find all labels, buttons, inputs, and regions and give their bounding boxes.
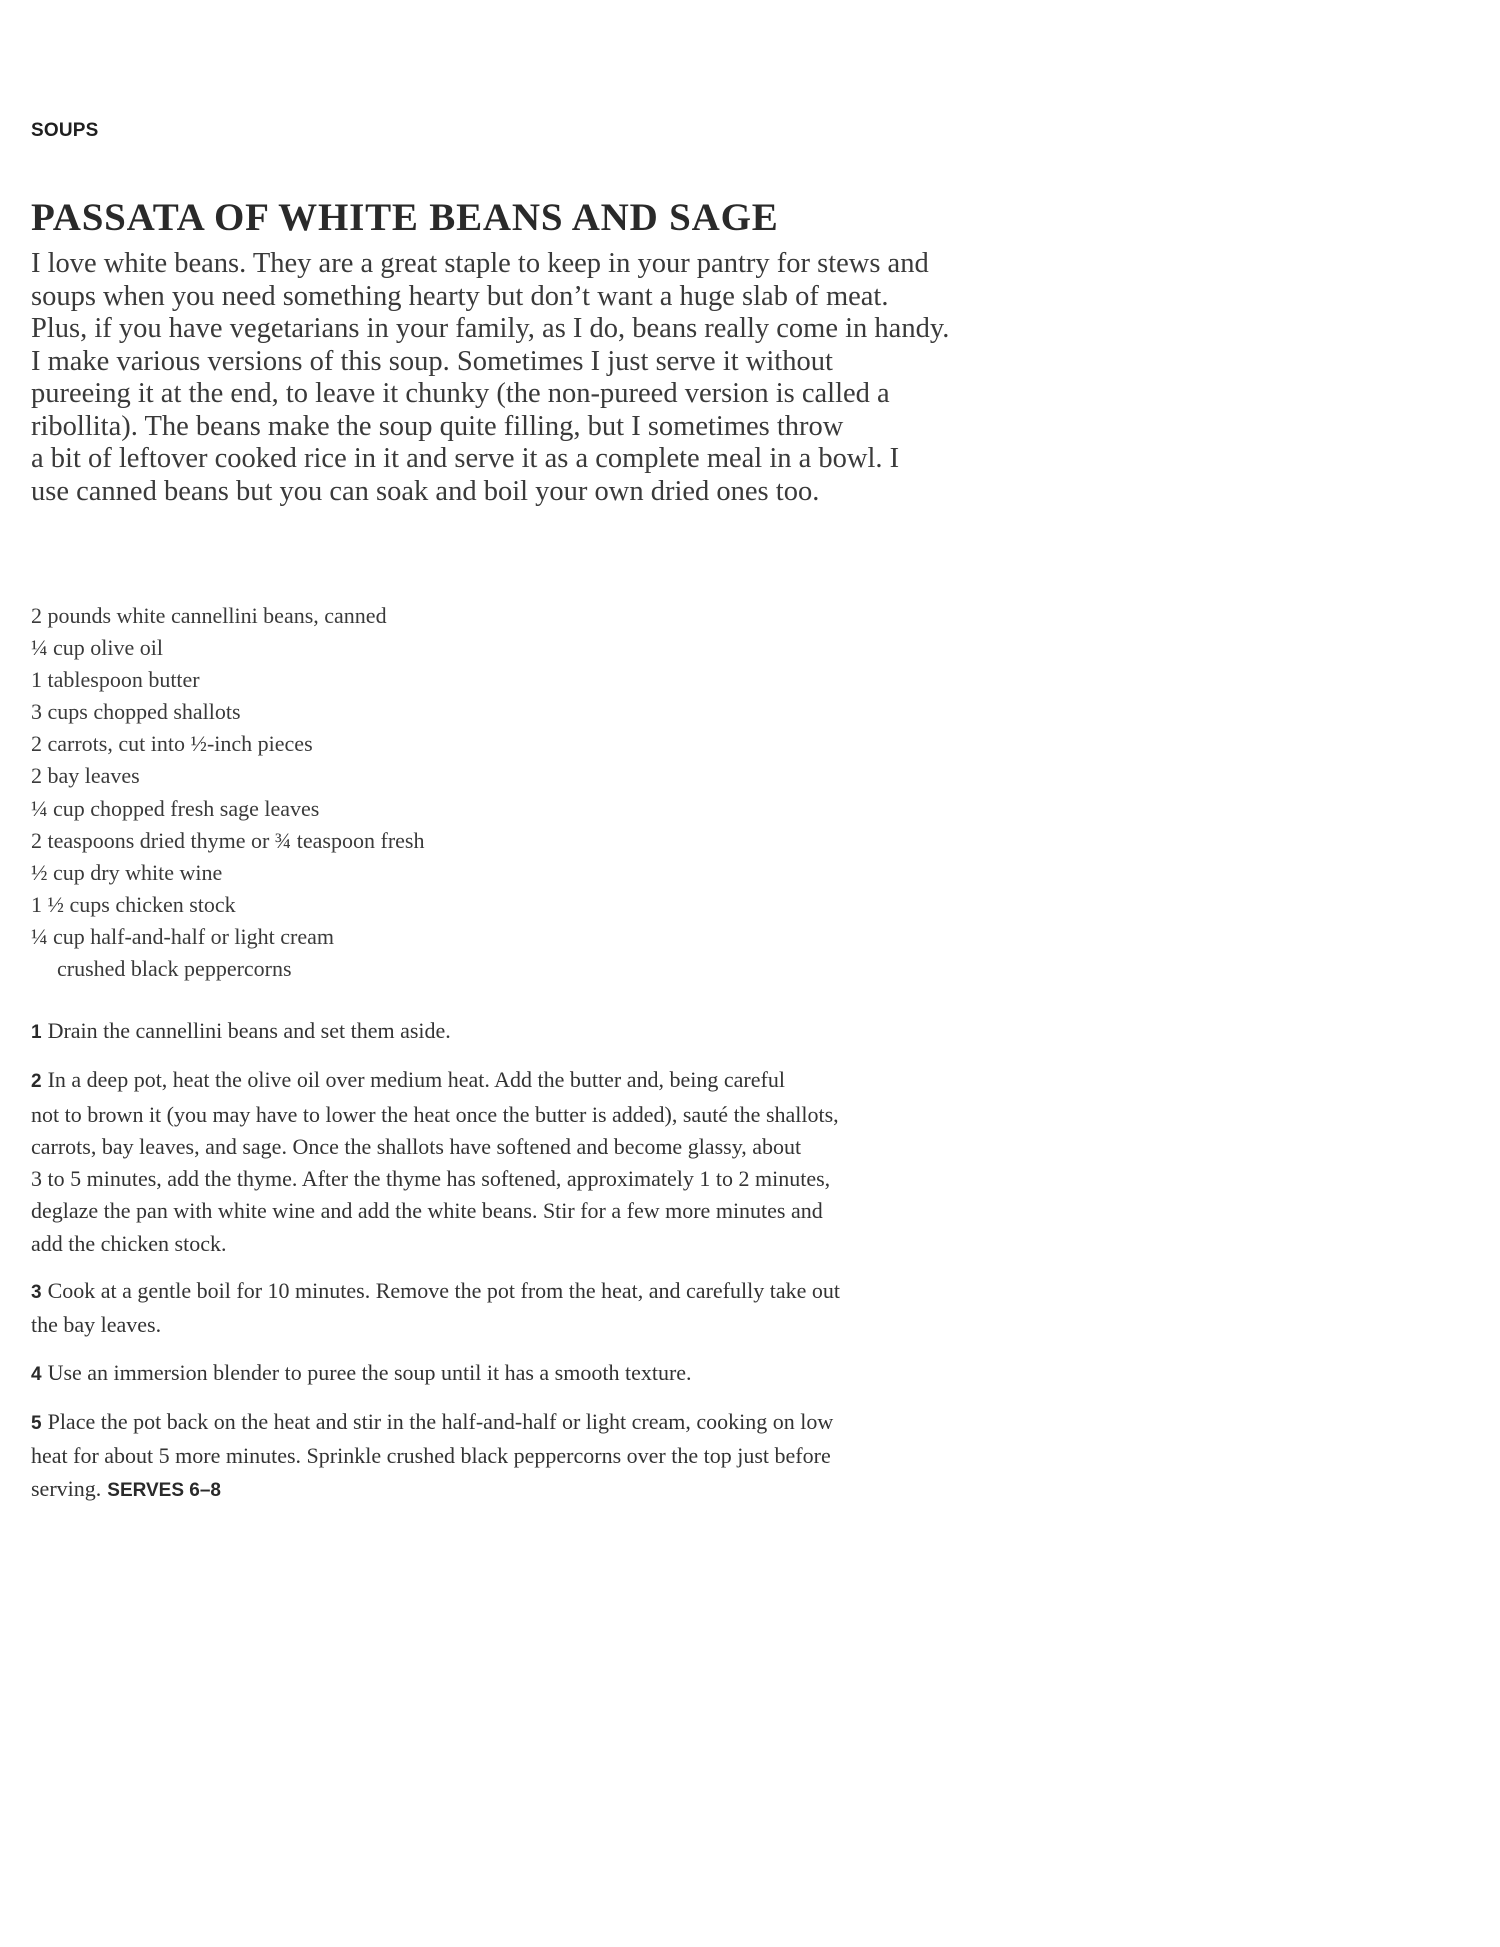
step-number: 1 <box>31 1022 42 1043</box>
ingredient-item: ¼ cup half-and-half or light cream <box>31 923 334 949</box>
step-line: heat for about 5 more minutes. Sprinkle crushed black peppercorns over the top just before <box>31 1443 831 1469</box>
intro-line: use canned beans but you can soak and boil your own dried ones too. <box>31 475 820 507</box>
step-item <box>31 1406 1121 1507</box>
ingredient-item: ¼ cup chopped fresh sage leaves <box>31 795 320 821</box>
step-line <box>31 1015 1121 1049</box>
ingredient-item: 3 cups chopped shallots <box>31 699 241 725</box>
ingredient-item: crushed black peppercorns <box>57 956 292 982</box>
step-line: add the chicken stock. <box>31 1230 227 1256</box>
method-steps <box>31 1015 1121 1522</box>
step-text: Use an immersion blender to puree the soup until it has a smooth texture. <box>47 1359 692 1385</box>
intro-line: I make various versions of this soup. Sometimes I just serve it without <box>31 345 833 377</box>
ingredient-item: 1 ½ cups chicken stock <box>31 891 236 917</box>
step-line: 3 to 5 minutes, add the thyme. After the thyme has softened, approximately 1 to 2 minutes, <box>31 1166 831 1192</box>
step-line: the bay leaves. <box>31 1312 162 1338</box>
step-item <box>31 1357 1121 1391</box>
step-line <box>31 1357 1121 1391</box>
ingredient-item: 1 tablespoon butter <box>31 667 200 693</box>
step-text: In a deep pot, heat the olive oil over medium heat. Add the butter and, being careful <box>47 1067 785 1093</box>
intro-line: Plus, if you have vegetarians in your family, as I do, beans really come in handy. <box>31 313 950 344</box>
intro-line: I love white beans. They are a great staple to keep in your pantry for stews and <box>31 248 929 279</box>
step-number: 3 <box>31 1282 42 1304</box>
step-text: serving. <box>31 1475 102 1501</box>
ingredient-item: 2 carrots, cut into ½-inch pieces <box>31 731 313 757</box>
step-number: 2 <box>31 1071 42 1093</box>
step-line: deglaze the pan with white wine and add the white beans. Stir for a few more minutes and <box>31 1198 823 1224</box>
step-item <box>31 1275 1121 1342</box>
step-text: Place the pot back on the heat and stir in the half-and-half or light cream, cooking on low <box>47 1408 834 1434</box>
ingredient-item: 2 teaspoons dried thyme or ¾ teaspoon fresh <box>31 827 425 853</box>
ingredient-item: ¼ cup olive oil <box>31 635 163 661</box>
step-number: 4 <box>31 1363 42 1385</box>
intro-line: soups when you need something hearty but don’t want a huge slab of meat. <box>31 280 889 312</box>
step-item <box>31 1064 1121 1260</box>
recipe-title: PASSATA OF WHITE BEANS AND SAGE <box>31 196 779 239</box>
intro-line: pureeing it at the end, to leave it chunky (the non-pureed version is called a <box>31 378 890 409</box>
ingredient-item: ½ cup dry white wine <box>31 859 223 885</box>
step-text: Cook at a gentle boil for 10 minutes. Remove the pot from the heat, and carefully take out <box>47 1278 840 1304</box>
step-line <box>31 1275 1121 1309</box>
step-line <box>31 1064 1121 1098</box>
step-text: Drain the cannellini beans and set them aside. <box>47 1018 451 1043</box>
ingredients-list <box>31 600 424 985</box>
intro-line: a bit of leftover cooked rice in it and serve it as a complete meal in a bowl. I <box>31 443 900 474</box>
step-item <box>31 1015 1121 1049</box>
ingredient-item: 2 bay leaves <box>31 763 140 789</box>
recipe-intro <box>31 248 1141 508</box>
step-line <box>31 1406 1121 1440</box>
step-line: carrots, bay leaves, and sage. Once the shallots have softened and become glassy, about <box>31 1133 802 1159</box>
section-label: SOUPS <box>31 120 99 141</box>
step-number: 5 <box>31 1412 42 1434</box>
step-line: not to brown it (you may have to lower the heat once the butter is added), sauté the shallots, <box>31 1101 839 1127</box>
ingredient-item: 2 pounds white cannellini beans, canned <box>31 603 387 628</box>
serves-label: SERVES 6–8 <box>107 1479 221 1501</box>
step-line <box>31 1473 1121 1507</box>
intro-line: ribollita). The beans make the soup quite filling, but I sometimes throw <box>31 410 844 442</box>
